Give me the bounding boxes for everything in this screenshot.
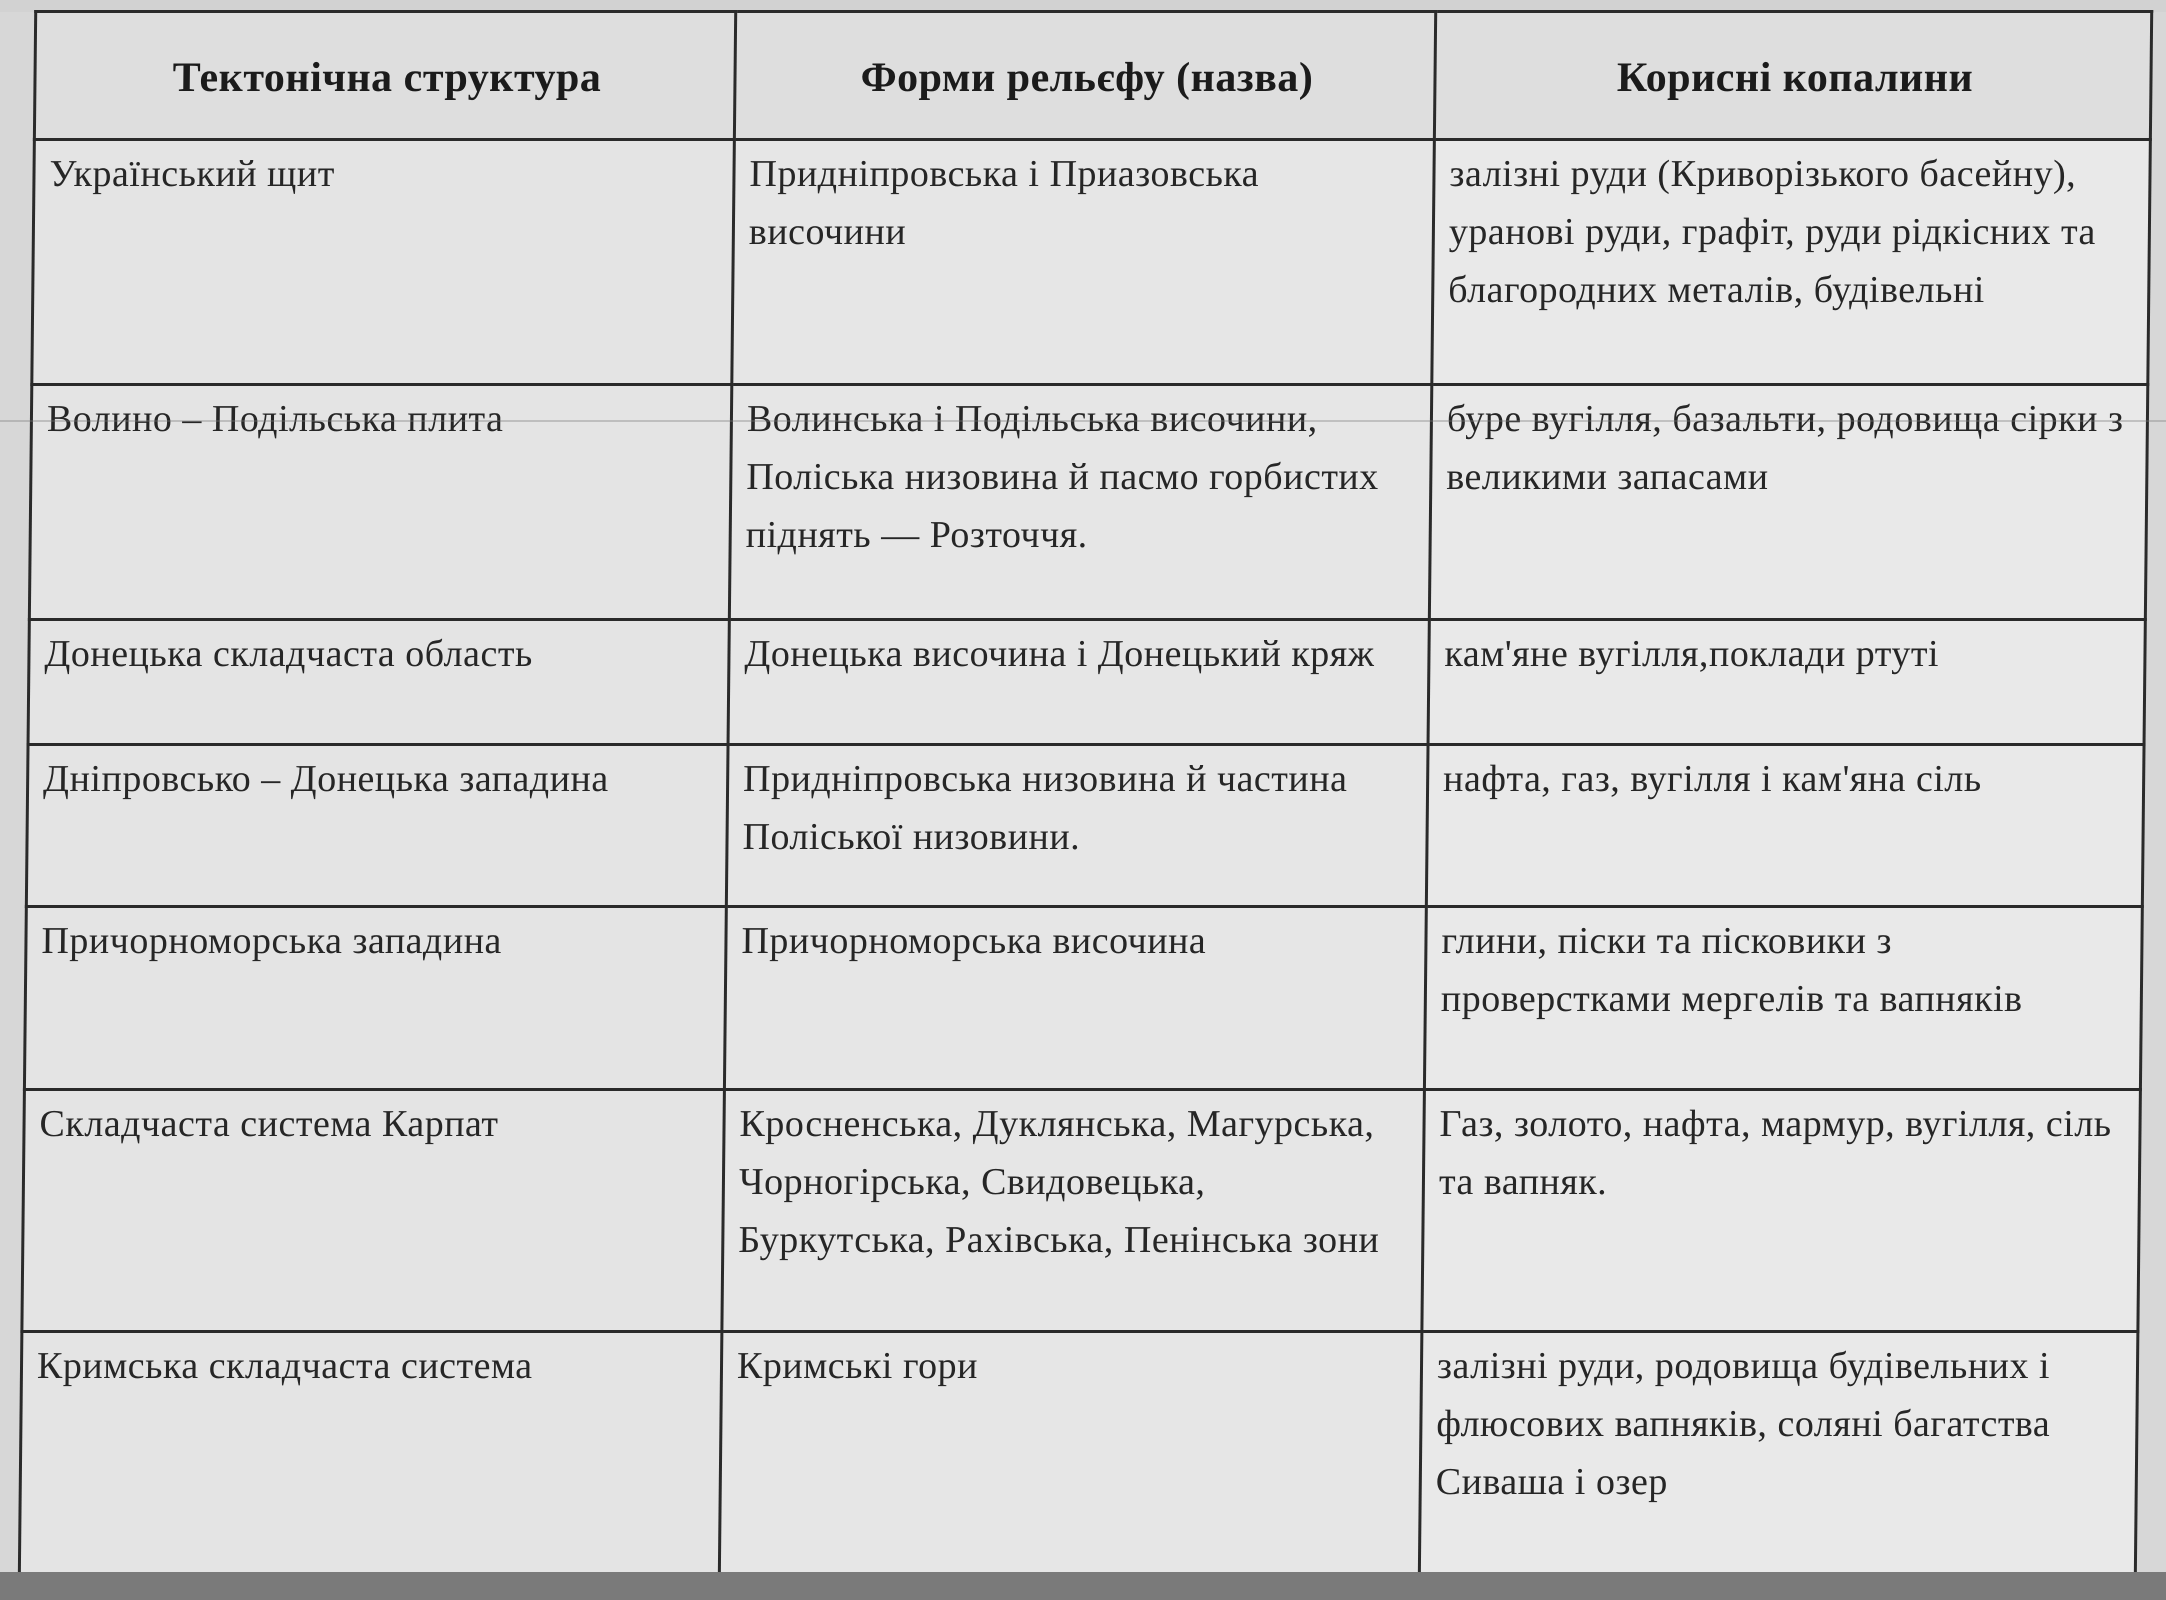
table-row bbox=[19, 1332, 2138, 1580]
cell-structure: Причорноморська западина bbox=[24, 907, 726, 1090]
header-row bbox=[34, 12, 2151, 140]
cell-minerals: кам'яне вугілля,поклади ртуті bbox=[1428, 620, 2145, 745]
cell-structure: Донецька складчаста область bbox=[28, 620, 729, 745]
cell-minerals: залізні руди (Криворізького басейну), уранові руди, графіт, руди рідкісних та благородних металів, будівельні bbox=[1432, 140, 2151, 385]
cell-minerals: Газ, золото, нафта, мармур, вугілля, сіль та вапняк. bbox=[1422, 1090, 2141, 1332]
table-row bbox=[24, 907, 2142, 1090]
cell-relief: Кросненська, Дуклянська, Магурська, Чорногірська, Свидовецька, Буркутська, Рахівська, Пенінська зони bbox=[722, 1090, 1425, 1332]
tectonic-structures-table bbox=[18, 10, 2153, 1581]
cell-structure: Волино – Подільська плита bbox=[29, 385, 731, 620]
cell-structure: Кримська складчаста система bbox=[19, 1332, 722, 1580]
table-row bbox=[28, 620, 2145, 745]
cell-relief: Кримські гори bbox=[719, 1332, 1422, 1580]
cell-structure: Український щит bbox=[32, 140, 735, 385]
cell-relief: Придніпровська низовина й частина Поліської низовини. bbox=[726, 745, 1428, 907]
header-minerals: Корисні копалини bbox=[1434, 12, 2151, 140]
cell-relief: Волинська і Подільська височини, Поліська низовина й пасмо горбистих піднять — Розточчя. bbox=[729, 385, 1431, 620]
table-row bbox=[26, 745, 2144, 907]
cell-relief: Донецька височина і Донецький кряж bbox=[728, 620, 1429, 745]
cell-minerals: залізні руди, родовища будівельних і флюсових вапняків, соляні багатства Сиваша і озер bbox=[1419, 1332, 2138, 1580]
bottom-edge bbox=[0, 1572, 2166, 1600]
cell-structure: Складчаста система Карпат bbox=[22, 1090, 725, 1332]
table-row bbox=[22, 1090, 2141, 1332]
header-relief: Форми рельєфу (назва) bbox=[734, 12, 1435, 140]
header-structure: Тектонічна структура bbox=[34, 12, 735, 140]
cell-minerals: нафта, газ, вугілля і кам'яна сіль bbox=[1426, 745, 2144, 907]
cell-minerals: буре вугілля, базальти, родовища сірки з великими запасами bbox=[1429, 385, 2147, 620]
cell-structure: Дніпровсько – Донецька западина bbox=[26, 745, 728, 907]
cell-relief: Придніпровська і Приазовська височини bbox=[732, 140, 1435, 385]
cell-minerals: глини, піски та пісковики з проверстками мергелів та вапняків bbox=[1424, 907, 2142, 1090]
cell-relief: Причорноморська височина bbox=[724, 907, 1426, 1090]
projection-artifact-line bbox=[0, 420, 2166, 422]
table-row bbox=[32, 140, 2151, 385]
